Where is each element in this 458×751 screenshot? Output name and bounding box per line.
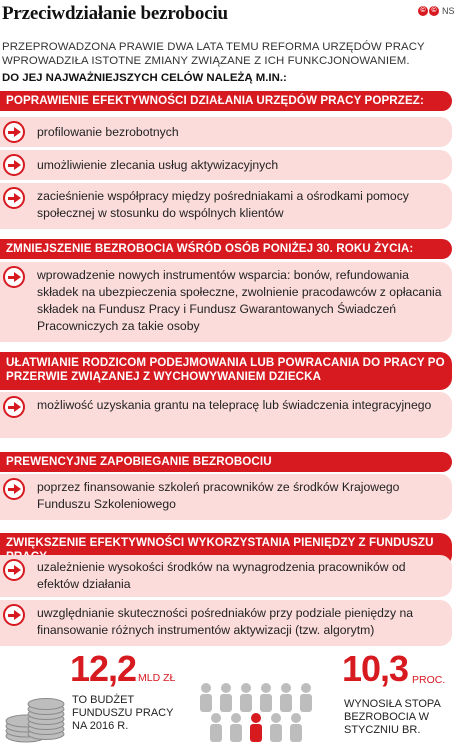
arrow-right-icon: [3, 396, 25, 418]
list-item: możliwość uzyskania grantu na telepracę lub świadczenia integracyjnego: [0, 392, 452, 438]
copyright-icon: ©: [429, 6, 439, 16]
budget-value: 12,2: [70, 648, 137, 689]
list-item: profilowanie bezrobotnych: [0, 117, 452, 147]
section-heading: POPRAWIENIE EFEKTYWNOŚCI DZIAŁANIA URZĘDÓW PRACY POPRZEZ:: [0, 91, 452, 111]
publisher-logo: [418, 6, 455, 16]
copyright-icon: ©: [418, 6, 428, 16]
arrow-right-icon: [3, 559, 25, 581]
list-item: zacieśnienie współpracy między pośredniakami a ośrodkami pomocy społecznej w stosunku do wspólnych klientów: [0, 183, 452, 229]
arrow-right-icon: [3, 478, 25, 500]
unemployment-label: WYNOSIŁA STOPA BEZROBOCIA W STYCZNIU BR.: [344, 698, 441, 736]
coins-icon: [4, 688, 66, 744]
section-heading: PREWENCYJNE ZAPOBIEGANIE BEZROBOCIU: [0, 452, 452, 472]
page-title: Przeciwdziałanie bezrobociu: [2, 3, 228, 24]
section-heading: UŁATWIANIE RODZICOM PODEJMOWANIA LUB POWRACANIA DO PRACY PO PRZERWIE ZWIĄZANEJ Z WYCHOWYWANIEM DZIECKA: [0, 352, 452, 390]
list-item: uwzględnianie skuteczności pośredniaków przy podziale pieniędzy na finansowanie różnych instrumentów aktywizacji (tzw. algorytm): [0, 600, 452, 646]
arrow-right-icon: [3, 187, 25, 209]
section-heading: ZWIĘKSZENIE EFEKTYWNOŚCI WYKORZYSTANIA PIENIĘDZY Z FUNDUSZU: [0, 533, 452, 567]
arrow-right-icon: [3, 121, 25, 143]
intro-bold-text: DO JEJ NAJWAŻNIEJSZYCH CELÓW NALEŻĄ M.IN.:: [2, 72, 287, 84]
list-item: umożliwienie zlecania usług aktywizacyjnych: [0, 150, 452, 180]
list-item: poprzez finansowanie szkoleń pracowników ze środków Krajowego Funduszu Szkoleniowego: [0, 474, 452, 520]
unemployment-value: 10,3: [342, 648, 409, 689]
unemployment-unit: PROC.: [412, 674, 446, 686]
people-icon: [190, 680, 340, 746]
arrow-right-icon: [3, 604, 25, 626]
budget-unit: MLD ZŁ: [138, 672, 176, 684]
intro-text: PRZEPROWADZONA PRAWIE DWA LATA TEMU REFORMA URZĘDÓW PRACY WPROWADZIŁA ISTOTNE ZMIANY ZWIĄZANE Z ICH FUNKCJONOWANIEM.: [2, 41, 425, 67]
arrow-right-icon: [3, 154, 25, 176]
budget-label: TO BUDŻET FUNDUSZU PRACY NA 2016 R.: [72, 694, 174, 732]
logo-text: NS: [442, 6, 455, 16]
section-heading: ZMNIEJSZENIE BEZROBOCIA WŚRÓD OSÓB PONIŻEJ 30. ROKU ŻYCIA:: [0, 239, 452, 259]
list-item: uzależnienie wysokości środków na wynagrodzenia pracowników od efektów działania: [0, 555, 452, 597]
list-item: wprowadzenie nowych instrumentów wsparcia: bonów, refundowania składek na ubezpieczenia społeczne, zwolnienie pracodawców z opłacania składek na Fundusz Pracy i Fundusz Gwarantowanych Świadczeń Pracowniczych za takie osoby: [0, 262, 452, 342]
arrow-right-icon: [3, 266, 25, 288]
